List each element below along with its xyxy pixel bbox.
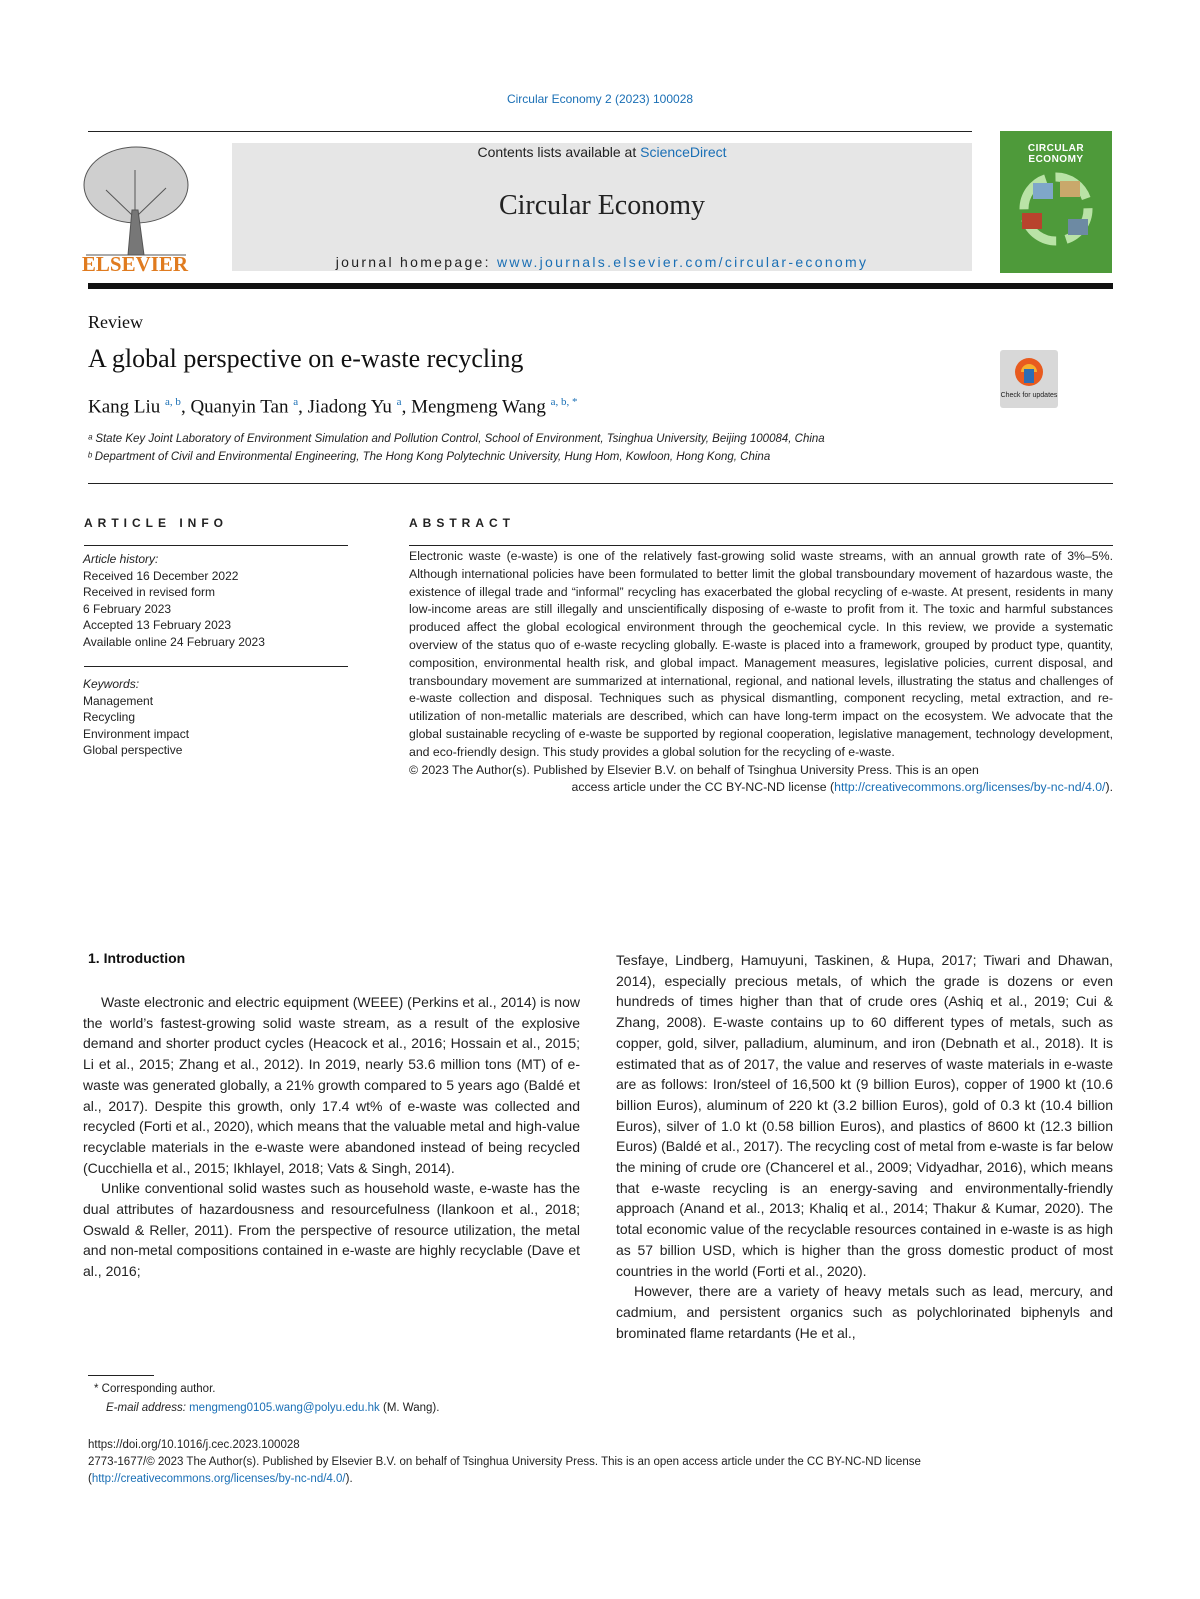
author-separator: , — [401, 396, 412, 418]
elsevier-tree-icon — [66, 140, 204, 274]
doi-link[interactable]: https://doi.org/10.1016/j.cec.2023.100028 — [88, 1439, 300, 1451]
cover-title: CIRCULAR ECONOMY — [1027, 143, 1085, 165]
email-label: E-mail address: — [106, 1402, 190, 1414]
homepage-line — [232, 254, 972, 270]
author-name[interactable]: Jiadong Yu — [307, 396, 392, 418]
check-for-updates-badge[interactable] — [1000, 350, 1058, 408]
intro-left-column — [83, 992, 580, 1282]
history-item: Accepted 13 February 2023 — [83, 618, 232, 632]
section-heading: 1. Introduction — [88, 950, 186, 966]
author-affil-marker[interactable]: a, b, * — [550, 396, 578, 408]
email-suffix: (M. Wang). — [379, 1402, 440, 1414]
header-divider — [88, 283, 1113, 289]
abstract-body — [409, 548, 1113, 797]
author-list — [88, 396, 578, 418]
keywords-block — [83, 676, 348, 759]
affiliation-b: ᵇ Department of Civil and Environmental Engineering, The Hong Kong Polytechnic University, Hung Hom, Kowloon, Hong Kong, China — [88, 451, 771, 463]
author-name[interactable]: Quanyin Tan — [190, 396, 289, 418]
author-separator: , — [180, 396, 191, 418]
license-prefix: access article under the CC BY-NC-ND license ( — [571, 780, 835, 795]
keyword: Management — [83, 693, 154, 708]
paragraph: However, there are a variety of heavy metals such as lead, mercury, and cadmium, and persistent organics such as polychlorinated biphenyls and brominated flame retardants (He et al., — [616, 1283, 1113, 1341]
history-label: Article history: — [83, 552, 159, 566]
paragraph: Unlike conventional solid wastes such as household waste, e-waste has the dual attributes of hazardousness and resourcefulness (Ilankoon et al., 2018; Oswald & Reller, 2011). From the perspective of resource utilization, the metal and non-metal compositions contained in e-waste are highly recyclable (Dave et al., 2016; — [83, 1180, 580, 1280]
affiliation-a: ᵃ State Key Joint Laboratory of Environment Simulation and Pollution Control, School of Environment, Tsinghua University, Beijing 100084, China — [88, 433, 825, 445]
abstract-license — [409, 779, 1113, 797]
abstract-text: Electronic waste (e-waste) is one of the relatively fast-growing solid waste streams, with an annual growth rate of 3%–5%. Although international policies have been formulated to better limit the global transboundary movement of hazardous waste, the existence of illegal trade and “informal” recycling has exacerbated the global recycling of e-waste. At present, residents in many low-income areas are still illegally and unscientifically disposing of e-waste to profit from it. The toxic and harmful substances produced affect the global ecological environment through the geochemical cycle. In this review, we provide a systematic overview of the status quo of e-waste recycling globally. E-waste is placed into a framework, grouped by product type, quantity, composition, environmental health risk, and global impact. Management measures, legislative policies, current disposal, and transboundary movement are summarized at international, regional, and national levels, illustrating the status and challenges of e-waste collection and disposal. Techniques such as physical dismantling, component recycling, metal extraction, and re-utilization of non-metallic materials are described, which can have long-term impact on the ecosystem. We advocate that the global sustainable recycling of e-waste be supported by regional cooperation, legislative management, technology development, and eco-friendly design. This study provides a global solution for the recycling of e-waste. — [409, 549, 1113, 759]
corresponding-note: * Corresponding author. — [94, 1383, 216, 1395]
homepage-link[interactable]: www.journals.elsevier.com/circular-economy — [497, 254, 869, 270]
article-history — [83, 551, 348, 650]
paragraph: Waste electronic and electric equipment (WEEE) (Perkins et al., 2014) is now the world’s fastest-growing solid waste stream, as a result of the explosive demand and shorter product cycles (Heacock et al., 2016; Hossain et al., 2015; Li et al., 2015; Zhang et al., 2012). In 2019, nearly 53.6 million tons (MT) of e-waste was generated globally, a 21% growth compared to 5 years ago (Baldé et al., 2017). Despite this growth, only 17.4 wt% of e-waste was collected and recycled (Forti et al., 2020), which means that the valuable metal and high-value recyclable materials in the e-waste were abandoned instead of being recycled (Cucchiella et al., 2015; Ikhlayel, 2018; Vats & Singh, 2014). — [83, 994, 580, 1176]
history-item: Available online 24 February 2023 — [83, 634, 265, 649]
svg-text:ELSEVIER: ELSEVIER — [81, 252, 189, 274]
footer-license-link[interactable]: http://creativecommons.org/licenses/by-nc-nd/4.0/ — [91, 1473, 346, 1485]
history-item: 6 February 2023 — [83, 601, 172, 616]
license-link[interactable]: http://creativecommons.org/licenses/by-nc-nd/4.0/ — [834, 780, 1106, 795]
article-info-heading: ARTICLE INFO — [84, 516, 228, 530]
author-separator: , — [298, 396, 308, 418]
affiliation-divider — [88, 483, 1113, 484]
history-item: Received in revised form — [83, 585, 216, 599]
homepage-prefix: journal homepage: — [335, 254, 497, 270]
recycle-cover-icon — [1000, 131, 1112, 273]
abstract-copyright: © 2023 The Author(s). Published by Elsevier B.V. on behalf of Tsinghua University Press. This is an open — [409, 762, 979, 777]
author-affil-marker[interactable]: a — [293, 396, 299, 408]
author-affil-marker[interactable]: a, b — [165, 396, 181, 408]
sciencedirect-link[interactable]: ScienceDirect — [640, 144, 727, 160]
article-type: Review — [88, 312, 143, 332]
footer-license — [88, 1454, 1113, 1488]
keyword: Recycling — [83, 710, 136, 724]
author-name[interactable]: Kang Liu — [88, 396, 161, 418]
footnote-divider — [88, 1375, 154, 1376]
author-name[interactable]: Mengmeng Wang — [411, 396, 546, 418]
keyword: Environment impact — [83, 726, 190, 741]
journal-cover[interactable] — [1000, 131, 1112, 273]
email-note — [106, 1402, 439, 1414]
svg-text:Check for updates: Check for updates — [1000, 392, 1058, 399]
journal-name: Circular Economy — [498, 190, 706, 221]
top-rule — [88, 131, 972, 132]
license-suffix: ). — [1105, 780, 1113, 795]
paragraph: Tesfaye, Lindberg, Hamuyuni, Taskinen, & Hupa, 2017; Tiwari and Dhawan, 2014), especially precious metals, of which the grade is dozens or even hundreds of times higher than that of crude ores (Ashiq et al., 2019; Cui & Zhang, 2008). E-waste contains up to 60 different types of metals, such as copper, gold, silver, palladium, aluminum, and iron (Debnath et al., 2018). It is estimated that as of 2017, the value and reserves of waste materials in e-waste are as follows: Iron/steel of 16,500 kt (9 billion Euros), copper of 1900 kt (10.6 billion Euros), aluminum of 220 kt (3.2 billion Euros), gold of 0.3 kt (10.4 billion Euros), silver of 1.0 kt (0.58 billion Euros), and plastics of 8600 kt (12.3 billion Euros) (Baldé et al., 2017). The recycling cost of metal from e-waste is far below the mining of crude ore (Chancerel et al., 2009; Vidyadhar, 2016), which means that e-waste recycling is an energy-saving and environmentally-friendly approach (Anand et al., 2013; Khaliq et al., 2014; Thakur & Kumar, 2020). The total economic value of the recyclable resources contained in e-waste is as high as 57 billion USD, which is higher than the gross domestic product of most countries in the world (Forti et al., 2020). — [616, 952, 1113, 1279]
issn-text: 2773-1677/© 2023 The Author(s). Published by Elsevier B.V. on behalf of Tsinghua University Press. This is an open access article under the CC BY-NC-ND license ( — [88, 1456, 921, 1485]
footer-license-suffix: ). — [345, 1473, 353, 1485]
article-info-divider — [84, 545, 348, 546]
keyword: Global perspective — [83, 743, 183, 757]
keywords-label: Keywords: — [83, 677, 140, 691]
history-item: Received 16 December 2022 — [83, 568, 239, 583]
elsevier-logo[interactable] — [66, 140, 204, 274]
author-affil-marker[interactable]: a — [396, 396, 402, 408]
article-title: A global perspective on e-waste recycling — [88, 344, 524, 373]
contents-line — [232, 144, 972, 160]
contents-prefix: Contents lists available at — [477, 144, 641, 160]
abstract-heading: ABSTRACT — [409, 516, 515, 530]
check-for-updates-icon — [1000, 350, 1058, 408]
intro-right-column — [616, 950, 1113, 1343]
abstract-divider — [409, 545, 1113, 546]
journal-reference[interactable]: Circular Economy 2 (2023) 100028 — [506, 92, 694, 106]
keywords-divider — [84, 666, 348, 667]
email-link[interactable]: mengmeng0105.wang@polyu.edu.hk — [189, 1402, 380, 1414]
